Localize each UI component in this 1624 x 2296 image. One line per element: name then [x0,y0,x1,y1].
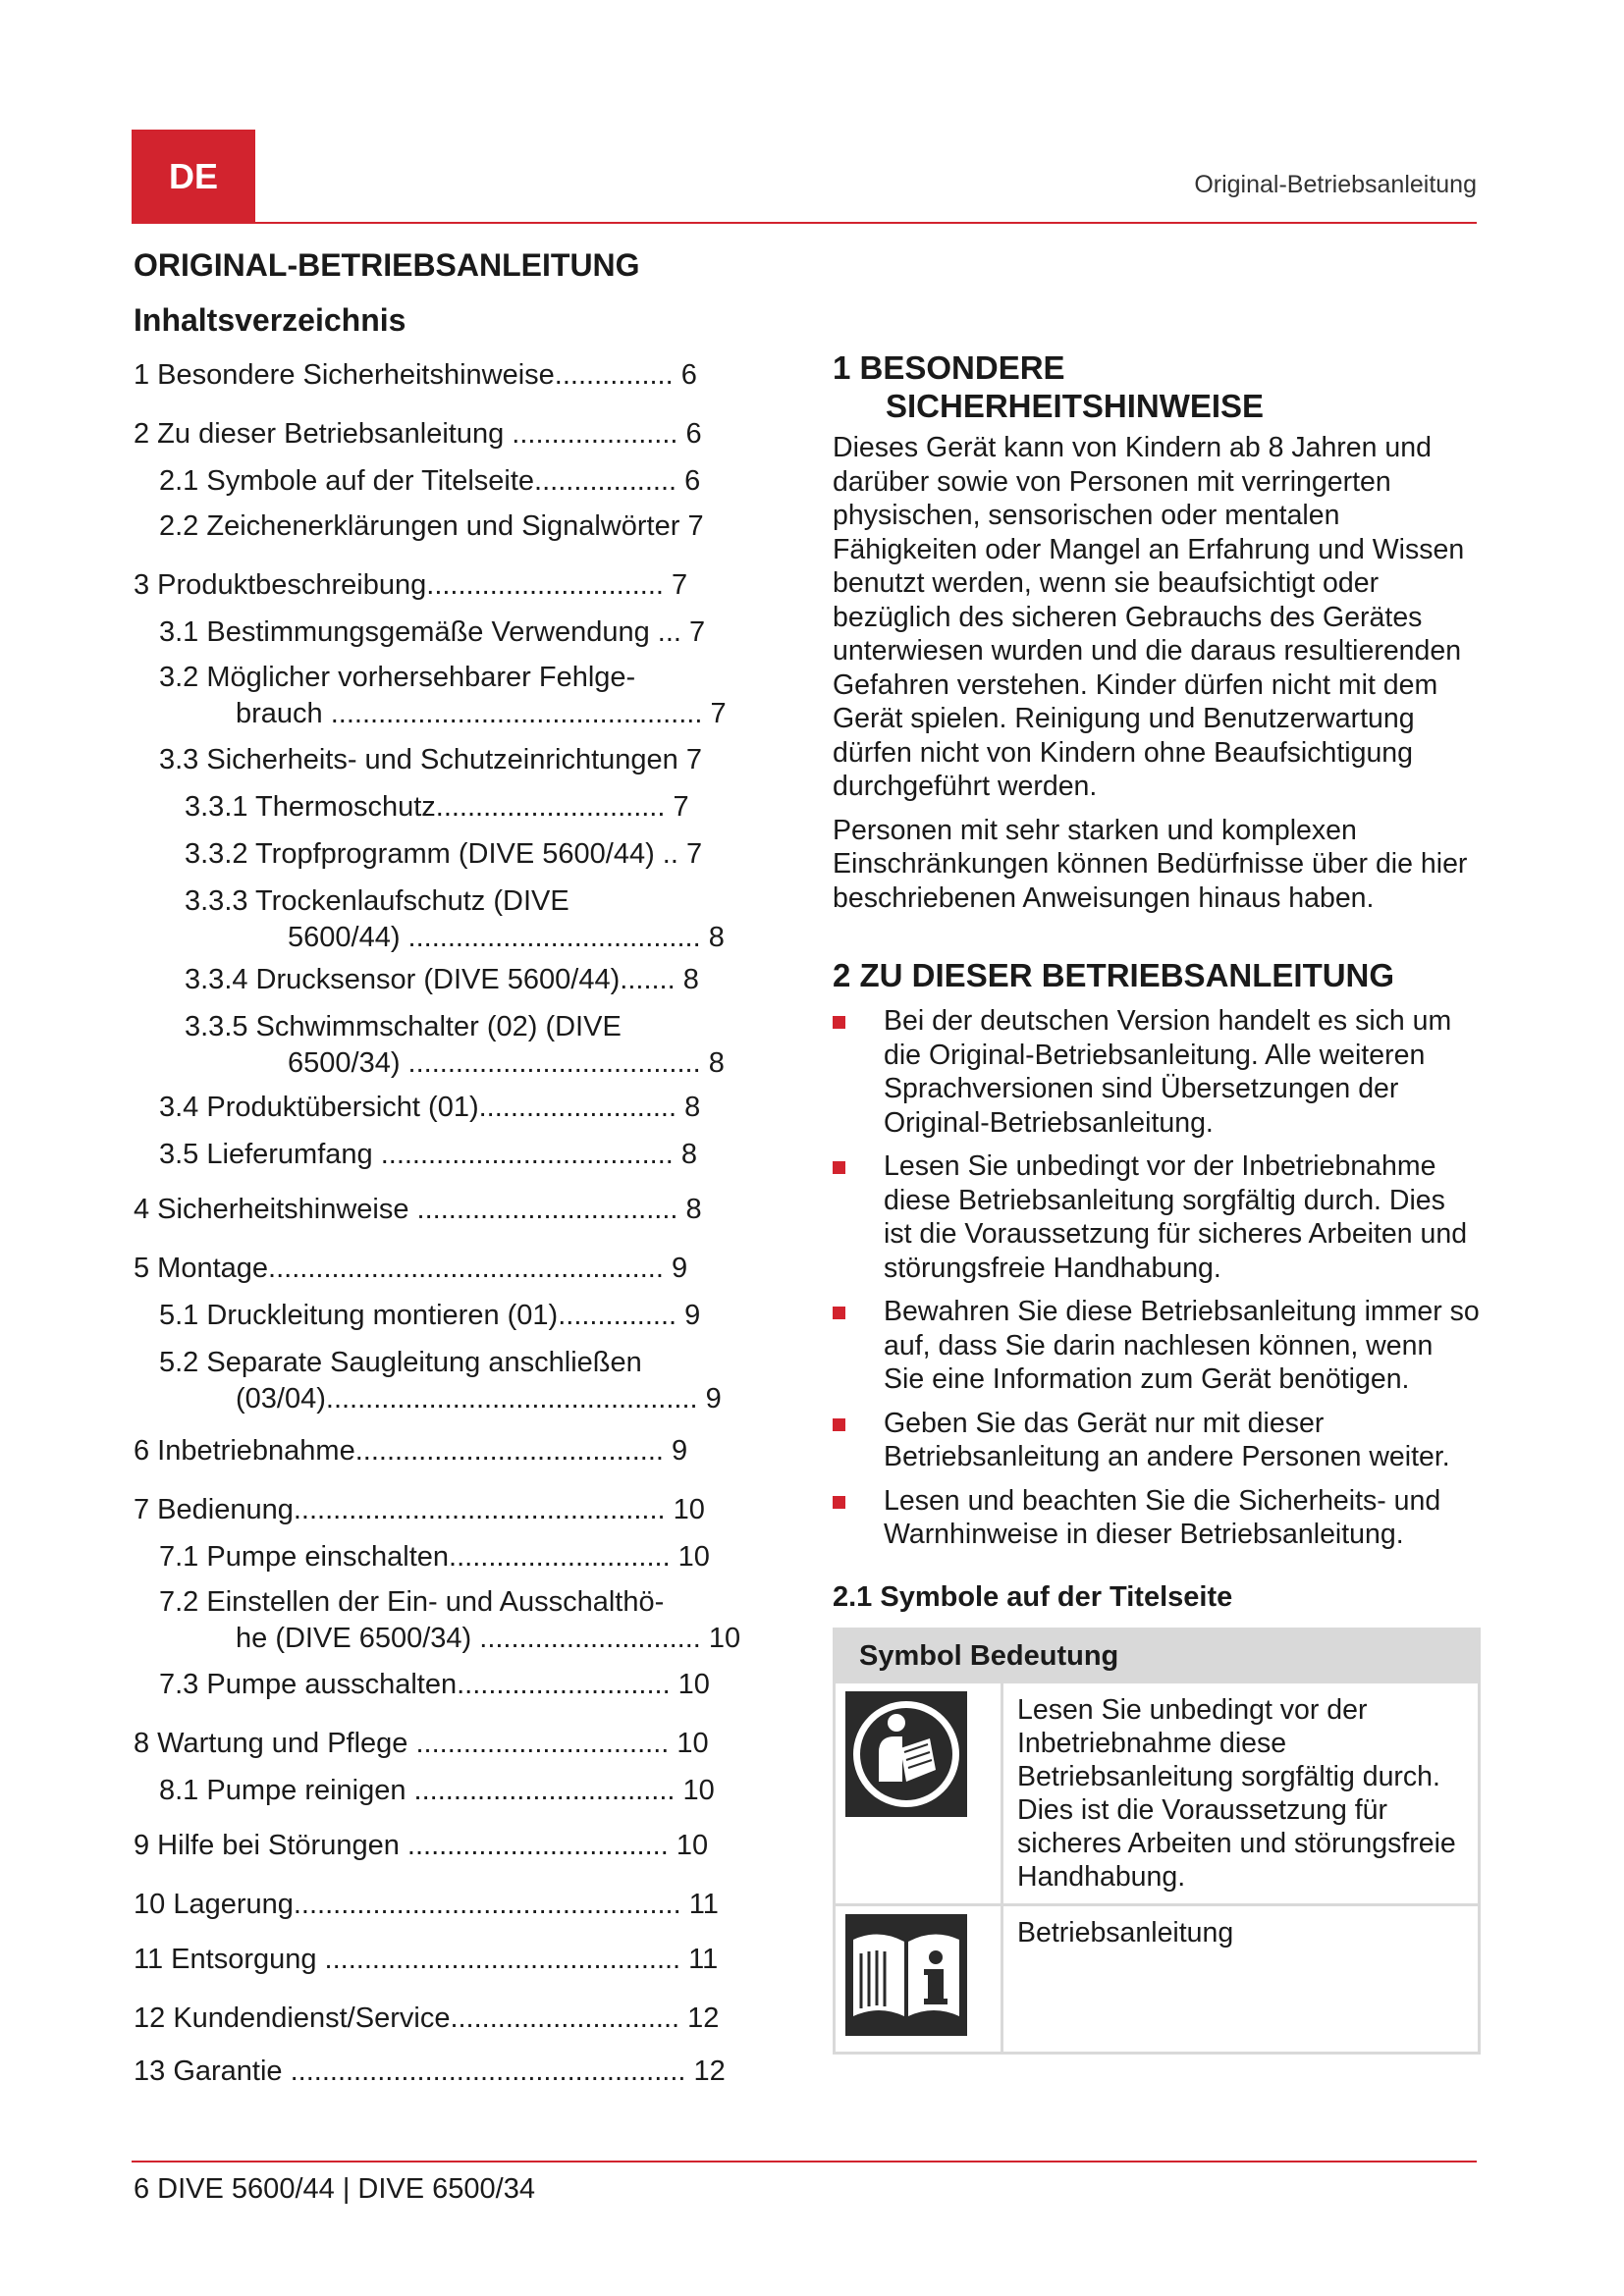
section-1-heading: 1 BESONDERE SICHERHEITSHINWEISE [833,349,1265,424]
toc-entry[interactable]: 8 Wartung und Pflege ................................ 10 [134,1728,709,1759]
toc-entry[interactable]: 12 Kundendienst/Service............................. 12 [134,2002,720,2034]
table-header: Symbol Bedeutung [835,1629,1480,1682]
toc-title: Inhaltsverzeichnis [134,302,406,338]
toc-entry[interactable]: 3.3.5 Schwimmschalter (02) (DIVE 6500/34) ..................................... 8 [185,1011,725,1079]
toc-entry[interactable]: 3.3.1 Thermoschutz............................. 7 [185,791,689,823]
toc-entry[interactable]: 3.1 Bestimmungsgemäße Verwendung ... 7 [159,616,706,648]
table-header-row [835,1629,1480,1682]
meaning-cell: Lesen Sie unbedingt vor der Inbetriebnahme diese Betriebsanleitung sorgfältig durch. Dies ist die Voraussetzung für sicheres Arbeiten und störungsfreie Handhabung. [1002,1682,1480,1904]
subsection-2-1-heading: 2.1 Symbole auf der Titelseite [833,1580,1233,1613]
read-manual-icon [845,1804,967,1821]
toc-entry[interactable]: 1 Besondere Sicherheitshinweise............... 6 [134,359,697,391]
bullet-item: Bei der deutschen Version handelt es sich um die Original-Betriebsanleitung. Alle weiteren Sprachversionen sind Übersetzungen der Original-Betriebsanleitung. [833,1004,1481,1140]
bullet-item: Lesen Sie unbedingt vor der Inbetriebnahme diese Betriebsanleitung sorgfältig durch. Dies ist die Voraussetzung für sicheres Arbeiten und störungsfreie Handhabung. [833,1149,1481,1285]
header-title: Original-Betriebsanleitung [1194,171,1477,198]
bullet-square-icon [833,1016,845,1029]
meaning-cell: Betriebsanleitung [1002,1904,1480,2053]
section-2-bullets [833,1004,1481,1552]
toc-entry[interactable]: 2 Zu dieser Betriebsanleitung ..................... 6 [134,418,702,450]
language-badge: DE [132,130,255,224]
bullet-square-icon [833,1307,845,1319]
toc-entry[interactable]: 4 Sicherheitshinweise ................................. 8 [134,1194,702,1225]
toc-entry[interactable]: 3.3.3 Trockenlaufschutz (DIVE 5600/44) ..................................... 8 [185,885,725,953]
toc-entry[interactable]: 3 Produktbeschreibung.............................. 7 [134,569,688,601]
toc-entry[interactable]: 8.1 Pumpe reinigen ................................. 10 [159,1775,715,1806]
header-divider [132,222,1477,224]
toc-entry[interactable]: 7.3 Pumpe ausschalten........................... 10 [159,1669,710,1700]
toc-entry[interactable]: 3.4 Produktübersicht (01)......................... 8 [159,1092,701,1123]
toc-entry[interactable]: 5 Montage.................................................. 9 [134,1253,688,1284]
symbol-cell [835,1904,1002,2053]
toc-entry[interactable]: 5.1 Druckleitung montieren (01)............... 9 [159,1300,701,1331]
toc-entry[interactable]: 5.2 Separate Saugleitung anschließen (03/04)............................................... 9 [159,1347,722,1415]
toc-entry[interactable]: 9 Hilfe bei Störungen ................................. 10 [134,1830,709,1861]
toc-entry[interactable]: 2.2 Zeichenerklärungen und Signalwörter 7 [159,510,704,542]
toc-entry[interactable]: 3.2 Möglicher vorhersehbarer Fehlge- brauch ............................................... 7 [159,662,727,729]
document-title: ORIGINAL-BETRIEBSANLEITUNG [134,247,640,283]
section-1-paragraph: Personen mit sehr starken und komplexen Einschränkungen können Bedürfnisse über die hier beschriebenen Anweisungen hinaus haben. [833,814,1468,914]
toc-entry[interactable]: 13 Garantie .................................................. 12 [134,2056,726,2087]
toc-entry[interactable]: 10 Lagerung................................................. 11 [134,1889,719,1920]
table-row [835,1682,1480,1904]
toc-entry[interactable]: 11 Entsorgung ............................................. 11 [134,1944,719,1975]
toc-entry[interactable]: 3.5 Lieferumfang ..................................... 8 [159,1139,697,1170]
bullet-square-icon [833,1161,845,1174]
toc-entry[interactable]: 6 Inbetriebnahme....................................... 9 [134,1435,688,1467]
table-row [835,1904,1480,2053]
toc-entry[interactable]: 2.1 Symbole auf der Titelseite.................. 6 [159,465,701,497]
section-2-heading: 2 ZU DIESER BETRIEBSANLEITUNG [833,957,1395,993]
footer-divider [132,2161,1477,2163]
toc-entry[interactable]: 3.3.4 Drucksensor (DIVE 5600/44)....... 8 [185,964,699,995]
content-column [833,348,1481,2055]
symbol-cell [835,1682,1002,1904]
manual-info-icon [845,2023,967,2040]
toc-entry[interactable]: 7.1 Pumpe einschalten............................ 10 [159,1541,710,1573]
symbol-table [833,1628,1481,2055]
bullet-item: Bewahren Sie diese Betriebsanleitung immer so auf, dass Sie darin nachlesen können, wenn Sie eine Information zum Gerät benötigen. [833,1295,1481,1397]
toc-entry[interactable]: 3.3.2 Tropfprogramm (DIVE 5600/44) .. 7 [185,838,703,870]
bullet-square-icon [833,1418,845,1431]
toc-entry[interactable]: 3.3 Sicherheits- und Schutzeinrichtungen 7 [159,744,702,775]
section-1-paragraph: Dieses Gerät kann von Kindern ab 8 Jahren und darüber sowie von Personen mit verringerten physischen, sensorischen oder mentalen Fähigkeiten oder Mangel an Erfahrung und Wissen benutzt werden, wenn sie beaufsichtigt oder bezüglich des sicheren Gebrauchs des Gerätes unterwiesen wurden und die daraus resultierenden Gefahren verstehen. Kinder dürfen nicht mit dem Gerät spielen. Reinigung und Benutzerwartung dürfen nicht von Kindern ohne Beaufsichtigung durchgeführt werden. [833,432,1465,802]
toc-entry[interactable]: 7 Bedienung............................................... 10 [134,1494,705,1525]
bullet-item: Geben Sie das Gerät nur mit dieser Betriebsanleitung an andere Personen weiter. [833,1407,1481,1474]
bullet-item: Lesen und beachten Sie die Sicherheits- und Warnhinweise in dieser Betriebsanleitung. [833,1484,1481,1552]
toc-entry[interactable]: 7.2 Einstellen der Ein- und Ausschalthö- he (DIVE 6500/34) ............................ 10 [159,1586,741,1654]
bullet-square-icon [833,1496,845,1509]
footer-page-info: 6 DIVE 5600/44 | DIVE 6500/34 [134,2173,535,2205]
